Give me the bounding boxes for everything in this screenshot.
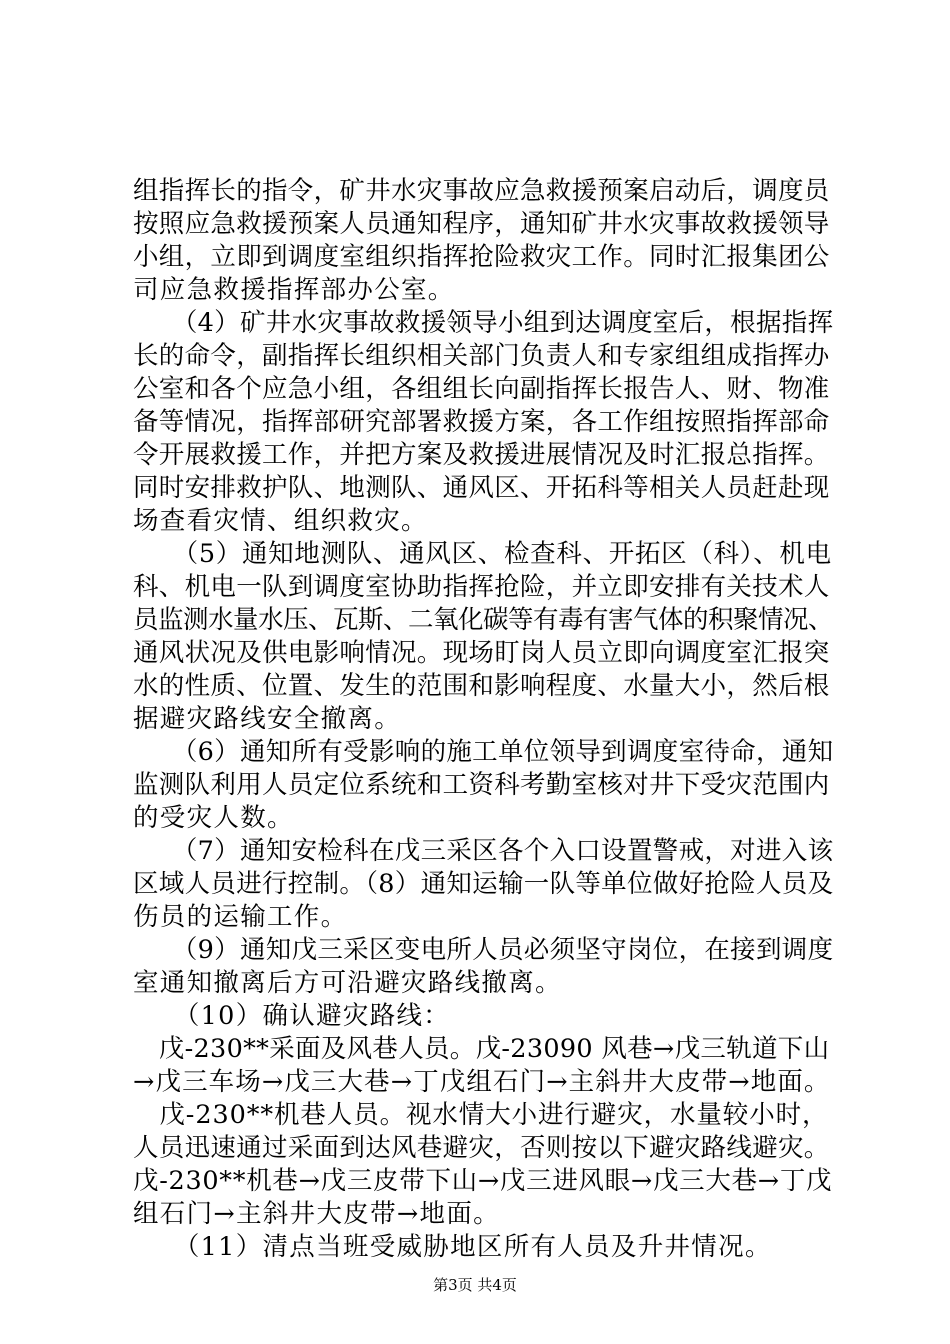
text-line: 备等情况，指挥部研究部署救援方案，各工作组按照指挥部命 [133, 407, 830, 437]
text-line: 区域人员进行控制。（8）通知运输一队等单位做好抢险人员及 [133, 869, 834, 899]
text-line: 戊-230**机巷人员。视水情大小进行避灾，水量较小时， [133, 1100, 829, 1130]
text-line: （7）通知安检科在戊三采区各个入口设置警戒，对进入该 [133, 836, 834, 866]
page-footer: 第3页 共4页 [433, 1276, 517, 1294]
text-line: （9）通知戊三采区变电所人员必须坚守岗位，在接到调度 [133, 935, 834, 965]
text-line: 按照应急救援预案人员通知程序，通知矿井水灾事故救援领导 [133, 209, 830, 239]
text-line: 伤员的运输工作。 [133, 902, 348, 932]
text-line: 同时安排救护队、地测队、通风区、开拓科等相关人员赶赴现 [133, 473, 830, 503]
text-line: 小组，立即到调度室组织指挥抢险救灾工作。同时汇报集团公 [133, 242, 830, 272]
text-line: （5）通知地测队、通风区、检查科、开拓区（科）、机电 [133, 539, 832, 569]
text-line: 司应急救援指挥部办公室。 [133, 275, 455, 305]
text-line: 长的命令，副指挥长组织相关部门负责人和专家组组成指挥办 [133, 341, 830, 371]
text-line: 戊-230**机巷→戊三皮带下山→戊三进风眼→戊三大巷→丁戊 [133, 1166, 833, 1196]
text-line: （11）清点当班受威胁地区所有人员及升井情况。 [133, 1232, 772, 1262]
text-line: 组石门→主斜井大皮带→地面。 [133, 1199, 500, 1229]
text-line: （10）确认避灾路线： [133, 1001, 451, 1031]
text-line: 据避灾路线安全撤离。 [133, 704, 402, 734]
text-line: （6）通知所有受影响的施工单位领导到调度室待命，通知 [133, 737, 834, 767]
text-line: 公室和各个应急小组，各组组长向副指挥长报告人、财、物准 [133, 374, 830, 404]
text-line: 科、机电一队到调度室协助指挥抢险，并立即安排有关技术人 [133, 572, 830, 602]
text-line: 戊-230**采面及风巷人员。戊-23090 风巷→戊三轨道下山 [133, 1034, 830, 1064]
text-line: 的受灾人数。 [133, 803, 294, 833]
text-line: 室通知撤离后方可沿避灾路线撤离。 [133, 968, 562, 998]
text-line: 令开展救援工作，并把方案及救援进展情况及时汇报总指挥。 [133, 440, 830, 470]
text-line: 水的性质、位置、发生的范围和影响程度、水量大小，然后根 [133, 671, 830, 701]
text-line: 员监测水量水压、瓦斯、二氧化碳等有毒有害气体的积聚情况、 [133, 605, 834, 635]
text-line: 通风状况及供电影响情况。现场盯岗人员立即向调度室汇报突 [133, 638, 830, 668]
text-line: 监测队利用人员定位系统和工资科考勤室核对井下受灾范围内 [133, 770, 830, 800]
text-line: 人员迅速通过采面到达风巷避灾，否则按以下避灾路线避灾。 [133, 1133, 830, 1163]
text-line: 场查看灾情、组织救灾。 [133, 506, 428, 536]
text-line: →戊三车场→戊三大巷→丁戊组石门→主斜井大皮带→地面。 [133, 1067, 831, 1097]
text-line: 组指挥长的指令，矿井水灾事故应急救援预案启动后，调度员 [133, 176, 830, 206]
text-line: （4）矿井水灾事故救援领导小组到达调度室后，根据指挥 [133, 308, 834, 338]
